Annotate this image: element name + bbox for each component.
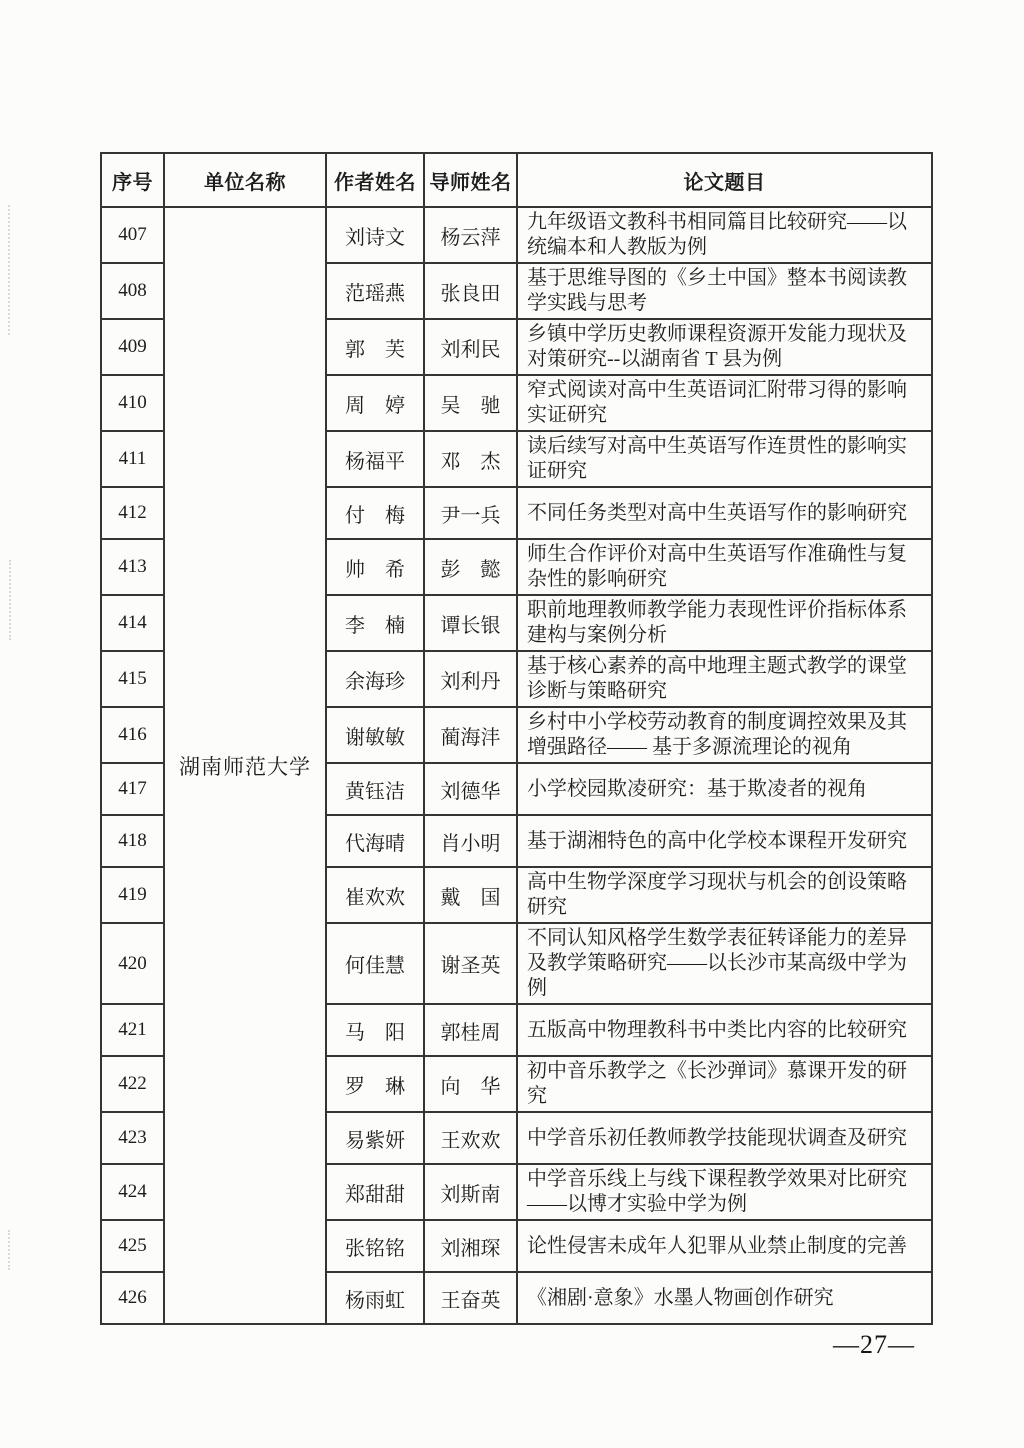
row-advisor: 邓 杰: [424, 431, 517, 487]
row-serial: 425: [101, 1220, 164, 1272]
row-serial: 416: [101, 707, 164, 763]
row-advisor: 戴 国: [424, 867, 517, 923]
row-title: 职前地理教师教学能力表现性评价指标体系建构与案例分析: [517, 595, 932, 651]
header-advisor-name: 导师姓名: [424, 153, 517, 207]
header-serial-number: 序号: [101, 153, 164, 207]
row-title: 小学校园欺凌研究：基于欺凌者的视角: [517, 763, 932, 815]
row-advisor: 杨云萍: [424, 207, 517, 263]
row-author: 帅 希: [326, 539, 424, 595]
row-serial: 418: [101, 815, 164, 867]
row-title: 基于思维导图的《乡土中国》整本书阅读教学实践与思考: [517, 263, 932, 319]
row-advisor: 谭长银: [424, 595, 517, 651]
unit-name-cell: 湖南师范大学: [164, 207, 326, 1324]
row-author: 杨福平: [326, 431, 424, 487]
row-author: 谢敏敏: [326, 707, 424, 763]
row-serial: 407: [101, 207, 164, 263]
row-title: 窄式阅读对高中生英语词汇附带习得的影响实证研究: [517, 375, 932, 431]
row-advisor: 肖小明: [424, 815, 517, 867]
row-title: 九年级语文教科书相同篇目比较研究——以统编本和人教版为例: [517, 207, 932, 263]
row-serial: 424: [101, 1164, 164, 1220]
row-serial: 413: [101, 539, 164, 595]
row-serial: 412: [101, 487, 164, 539]
scan-artifact: [8, 205, 10, 335]
page-number: —27—: [833, 1330, 915, 1359]
row-advisor: 谢圣英: [424, 923, 517, 1004]
row-advisor: 刘斯南: [424, 1164, 517, 1220]
row-serial: 421: [101, 1004, 164, 1056]
header-unit-name: 单位名称: [164, 153, 326, 207]
row-serial: 408: [101, 263, 164, 319]
row-serial: 420: [101, 923, 164, 1004]
table-row: [101, 207, 932, 263]
row-advisor: 刘德华: [424, 763, 517, 815]
row-serial: 417: [101, 763, 164, 815]
row-author: 易紫妍: [326, 1112, 424, 1164]
row-author: 罗 琳: [326, 1056, 424, 1112]
row-advisor: 郭桂周: [424, 1004, 517, 1056]
row-title: 基于核心素养的高中地理主题式教学的课堂诊断与策略研究: [517, 651, 932, 707]
row-author: 张铭铭: [326, 1220, 424, 1272]
row-advisor: 王奋英: [424, 1272, 517, 1324]
row-advisor: 刘利丹: [424, 651, 517, 707]
row-title: 初中音乐教学之《长沙弹词》慕课开发的研究: [517, 1056, 932, 1112]
row-advisor: 向 华: [424, 1056, 517, 1112]
row-title: 读后续写对高中生英语写作连贯性的影响实证研究: [517, 431, 932, 487]
row-advisor: 刘湘琛: [424, 1220, 517, 1272]
row-advisor: 刘利民: [424, 319, 517, 375]
row-author: 余海珍: [326, 651, 424, 707]
row-title: 不同认知风格学生数学表征转译能力的差异及教学策略研究——以长沙市某高级中学为例: [517, 923, 932, 1004]
row-serial: 419: [101, 867, 164, 923]
row-advisor: 王欢欢: [424, 1112, 517, 1164]
row-author: 郑甜甜: [326, 1164, 424, 1220]
row-serial: 426: [101, 1272, 164, 1324]
row-title: 乡村中小学校劳动教育的制度调控效果及其增强路径—— 基于多源流理论的视角: [517, 707, 932, 763]
row-title: 不同任务类型对高中生英语写作的影响研究: [517, 487, 932, 539]
scan-artifact: [8, 1230, 10, 1270]
row-author: 代海晴: [326, 815, 424, 867]
row-author: 范瑶燕: [326, 263, 424, 319]
row-author: 崔欢欢: [326, 867, 424, 923]
header-row: [101, 153, 932, 207]
scan-artifact: [9, 560, 11, 640]
row-title: 基于湖湘特色的高中化学校本课程开发研究: [517, 815, 932, 867]
row-title: 师生合作评价对高中生英语写作准确性与复杂性的影响研究: [517, 539, 932, 595]
row-author: 杨雨虹: [326, 1272, 424, 1324]
row-title: 高中生物学深度学习现状与机会的创设策略研究: [517, 867, 932, 923]
row-title: 论性侵害未成年人犯罪从业禁止制度的完善: [517, 1220, 932, 1272]
row-title: 中学音乐线上与线下课程教学效果对比研究——以博才实验中学为例: [517, 1164, 932, 1220]
row-author: 李 楠: [326, 595, 424, 651]
thesis-table: [100, 152, 933, 1325]
row-author: 付 梅: [326, 487, 424, 539]
row-advisor: 吴 驰: [424, 375, 517, 431]
header-thesis-title: 论文题目: [517, 153, 932, 207]
row-serial: 422: [101, 1056, 164, 1112]
row-serial: 409: [101, 319, 164, 375]
row-serial: 411: [101, 431, 164, 487]
row-author: 周 婷: [326, 375, 424, 431]
row-advisor: 蔺海沣: [424, 707, 517, 763]
row-serial: 415: [101, 651, 164, 707]
header-author-name: 作者姓名: [326, 153, 424, 207]
row-author: 黄钰洁: [326, 763, 424, 815]
row-author: 马 阳: [326, 1004, 424, 1056]
row-author: 郭 芙: [326, 319, 424, 375]
row-title: 《湘剧·意象》水墨人物画创作研究: [517, 1272, 932, 1324]
row-serial: 410: [101, 375, 164, 431]
row-advisor: 张良田: [424, 263, 517, 319]
row-title: 五版高中物理教科书中类比内容的比较研究: [517, 1004, 932, 1056]
row-advisor: 彭 懿: [424, 539, 517, 595]
row-title: 中学音乐初任教师教学技能现状调查及研究: [517, 1112, 932, 1164]
row-author: 刘诗文: [326, 207, 424, 263]
row-advisor: 尹一兵: [424, 487, 517, 539]
row-title: 乡镇中学历史教师课程资源开发能力现状及对策研究--以湖南省 T 县为例: [517, 319, 932, 375]
row-serial: 423: [101, 1112, 164, 1164]
row-serial: 414: [101, 595, 164, 651]
table-header-row: [101, 153, 932, 207]
row-author: 何佳慧: [326, 923, 424, 1004]
